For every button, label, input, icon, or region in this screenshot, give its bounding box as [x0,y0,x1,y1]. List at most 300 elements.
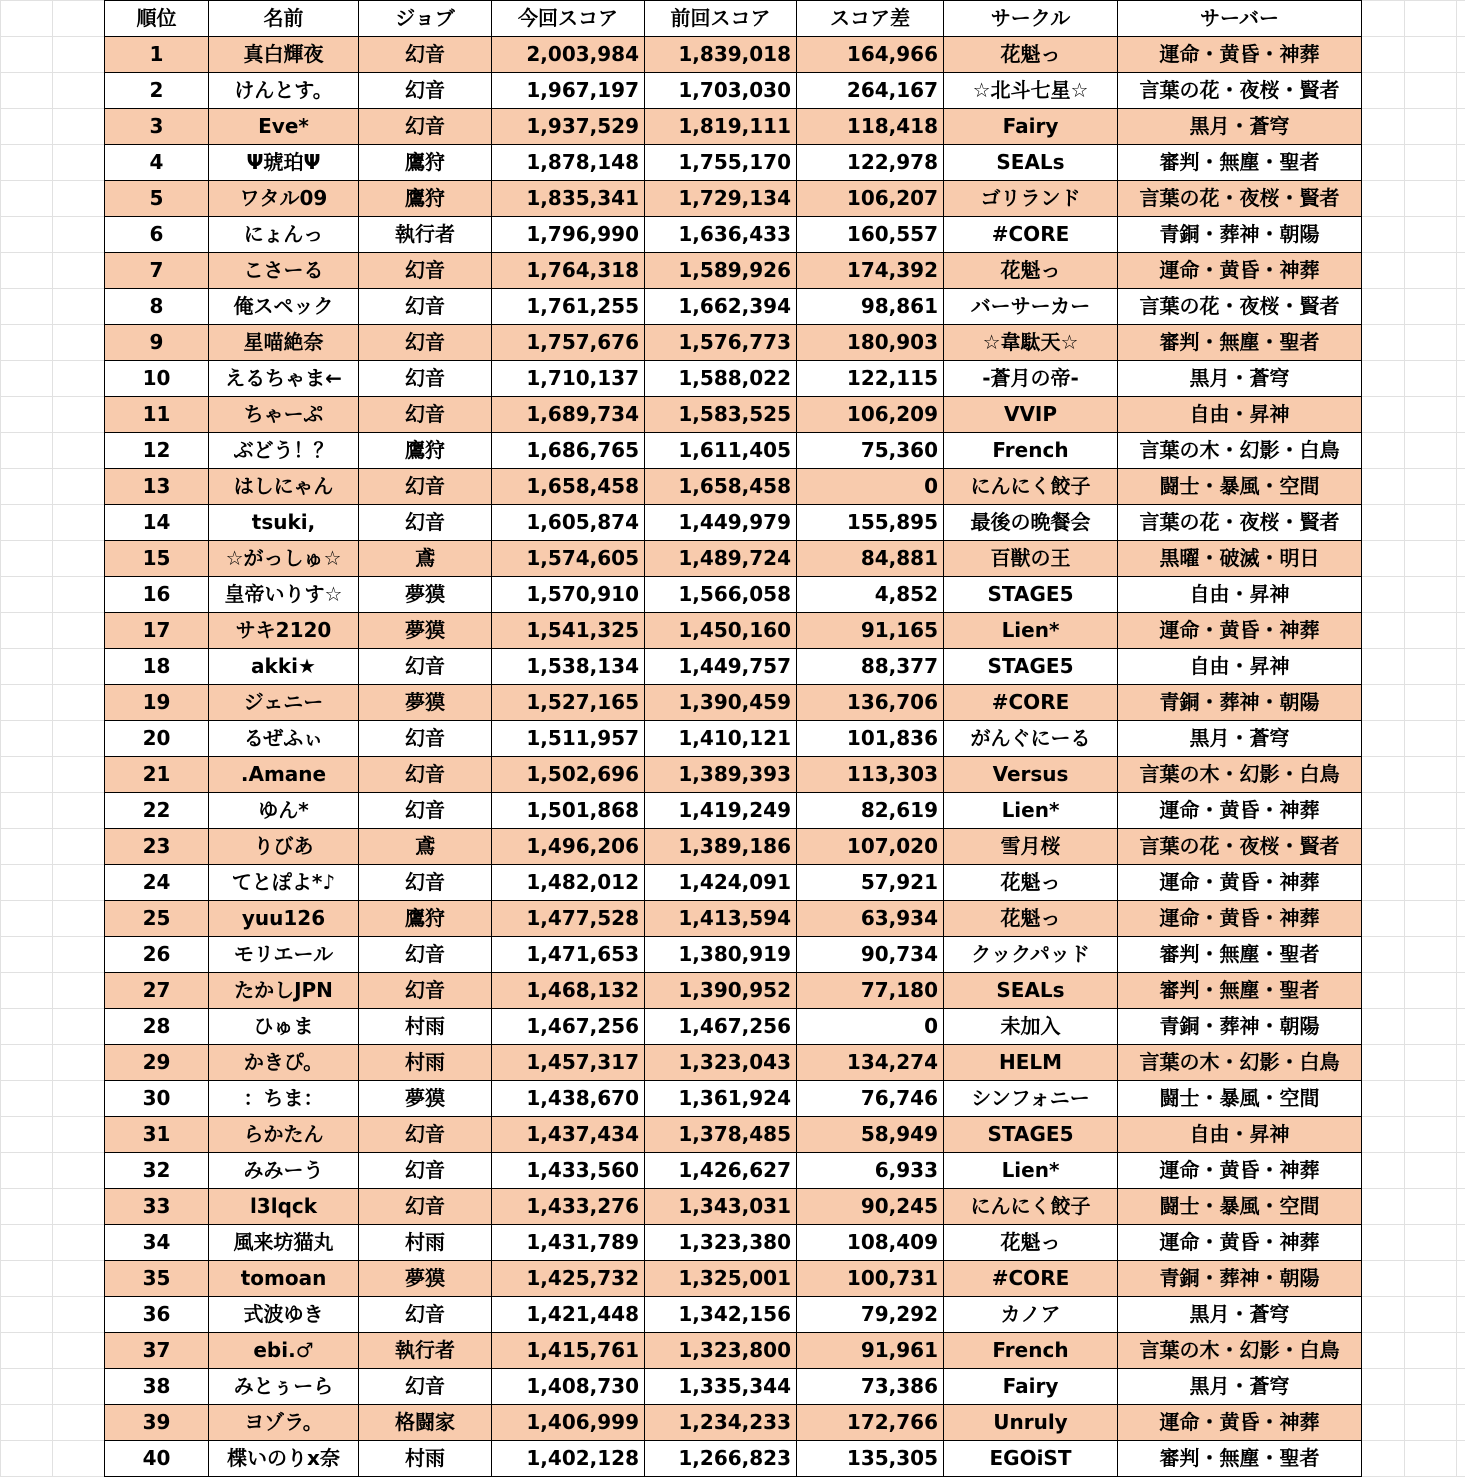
cell-current-score[interactable]: 1,689,734 [492,397,645,433]
cell-circle[interactable]: 花魁っ [944,901,1118,937]
cell-current-score[interactable]: 1,570,910 [492,577,645,613]
cell-rank[interactable]: 29 [105,1045,209,1081]
cell-server[interactable]: 言葉の木・幻影・白鳥 [1118,757,1362,793]
cell-score-diff[interactable]: 57,921 [797,865,944,901]
cell-previous-score[interactable]: 1,611,405 [645,433,797,469]
cell-job[interactable]: 幻音 [359,109,492,145]
cell-rank[interactable]: 12 [105,433,209,469]
cell-name[interactable]: はしにゃん [209,469,359,505]
cell-rank[interactable]: 28 [105,1009,209,1045]
cell-current-score[interactable]: 1,482,012 [492,865,645,901]
cell-previous-score[interactable]: 1,325,001 [645,1261,797,1297]
cell-rank[interactable]: 21 [105,757,209,793]
cell-server[interactable]: 言葉の花・夜桜・賢者 [1118,289,1362,325]
cell-name[interactable]: ヨゾラ。 [209,1405,359,1441]
cell-name[interactable]: Eve* [209,109,359,145]
cell-job[interactable]: 夢獏 [359,1261,492,1297]
cell-rank[interactable]: 34 [105,1225,209,1261]
cell-name[interactable]: ワタル09 [209,181,359,217]
cell-score-diff[interactable]: 79,292 [797,1297,944,1333]
cell-score-diff[interactable]: 4,852 [797,577,944,613]
cell-name[interactable]: ジェニー [209,685,359,721]
cell-server[interactable]: 自由・昇神 [1118,577,1362,613]
cell-name[interactable]: .Amane [209,757,359,793]
cell-score-diff[interactable]: 77,180 [797,973,944,1009]
cell-current-score[interactable]: 1,457,317 [492,1045,645,1081]
cell-circle[interactable]: Fairy [944,109,1118,145]
cell-previous-score[interactable]: 1,449,979 [645,505,797,541]
cell-circle[interactable]: STAGE5 [944,577,1118,613]
cell-rank[interactable]: 1 [105,37,209,73]
cell-server[interactable]: 運命・黄昏・神葬 [1118,793,1362,829]
cell-name[interactable]: yuu126 [209,901,359,937]
cell-job[interactable]: 鷹狩 [359,433,492,469]
cell-job[interactable]: 幻音 [359,73,492,109]
cell-circle[interactable]: French [944,1333,1118,1369]
cell-rank[interactable]: 9 [105,325,209,361]
cell-previous-score[interactable]: 1,588,022 [645,361,797,397]
cell-previous-score[interactable]: 1,566,058 [645,577,797,613]
cell-circle[interactable]: シンフォニー [944,1081,1118,1117]
cell-job[interactable]: 鷹狩 [359,181,492,217]
cell-previous-score[interactable]: 1,380,919 [645,937,797,973]
cell-circle[interactable]: がんぐにーる [944,721,1118,757]
cell-server[interactable]: 運命・黄昏・神葬 [1118,1405,1362,1441]
cell-name[interactable]: にょんっ [209,217,359,253]
cell-score-diff[interactable]: 75,360 [797,433,944,469]
cell-name[interactable]: サキ2120 [209,613,359,649]
cell-job[interactable]: 幻音 [359,649,492,685]
cell-current-score[interactable]: 1,757,676 [492,325,645,361]
cell-job[interactable]: 幻音 [359,937,492,973]
cell-score-diff[interactable]: 63,934 [797,901,944,937]
cell-job[interactable]: 鷹狩 [359,901,492,937]
cell-job[interactable]: 幻音 [359,361,492,397]
cell-name[interactable]: ebi.♂ [209,1333,359,1369]
cell-current-score[interactable]: 1,502,696 [492,757,645,793]
cell-previous-score[interactable]: 1,413,594 [645,901,797,937]
cell-rank[interactable]: 37 [105,1333,209,1369]
cell-rank[interactable]: 36 [105,1297,209,1333]
cell-previous-score[interactable]: 1,410,121 [645,721,797,757]
cell-job[interactable]: 村雨 [359,1441,492,1477]
cell-score-diff[interactable]: 0 [797,469,944,505]
cell-rank[interactable]: 4 [105,145,209,181]
cell-score-diff[interactable]: 101,836 [797,721,944,757]
cell-name[interactable]: けんとす。 [209,73,359,109]
cell-job[interactable]: 幻音 [359,865,492,901]
cell-server[interactable]: 運命・黄昏・神葬 [1118,865,1362,901]
cell-job[interactable]: 幻音 [359,1369,492,1405]
cell-name[interactable]: tomoan [209,1261,359,1297]
cell-server[interactable]: 審判・無塵・聖者 [1118,973,1362,1009]
cell-server[interactable]: 運命・黄昏・神葬 [1118,1153,1362,1189]
cell-name[interactable]: 真白輝夜 [209,37,359,73]
cell-name[interactable]: るぜふぃ [209,721,359,757]
cell-rank[interactable]: 33 [105,1189,209,1225]
header-job[interactable]: ジョブ [359,1,492,37]
cell-name[interactable]: ゆん* [209,793,359,829]
cell-circle[interactable]: バーサーカー [944,289,1118,325]
cell-circle[interactable]: Unruly [944,1405,1118,1441]
cell-score-diff[interactable]: 6,933 [797,1153,944,1189]
cell-score-diff[interactable]: 76,746 [797,1081,944,1117]
cell-current-score[interactable]: 1,433,560 [492,1153,645,1189]
cell-name[interactable]: ☆がっしゅ☆ [209,541,359,577]
cell-job[interactable]: 幻音 [359,469,492,505]
cell-job[interactable]: 幻音 [359,1189,492,1225]
cell-name[interactable]: みみーう [209,1153,359,1189]
header-previous-score[interactable]: 前回スコア [645,1,797,37]
cell-rank[interactable]: 35 [105,1261,209,1297]
cell-score-diff[interactable]: 106,209 [797,397,944,433]
cell-rank[interactable]: 30 [105,1081,209,1117]
header-name[interactable]: 名前 [209,1,359,37]
cell-previous-score[interactable]: 1,576,773 [645,325,797,361]
cell-rank[interactable]: 22 [105,793,209,829]
header-score-diff[interactable]: スコア差 [797,1,944,37]
cell-score-diff[interactable]: 164,966 [797,37,944,73]
cell-server[interactable]: 言葉の花・夜桜・賢者 [1118,829,1362,865]
cell-score-diff[interactable]: 172,766 [797,1405,944,1441]
cell-current-score[interactable]: 1,421,448 [492,1297,645,1333]
cell-previous-score[interactable]: 1,323,043 [645,1045,797,1081]
cell-previous-score[interactable]: 1,450,160 [645,613,797,649]
cell-previous-score[interactable]: 1,424,091 [645,865,797,901]
cell-circle[interactable]: 雪月桜 [944,829,1118,865]
cell-name[interactable]: らかたん [209,1117,359,1153]
cell-name[interactable]: かきぴ。 [209,1045,359,1081]
cell-current-score[interactable]: 1,538,134 [492,649,645,685]
cell-circle[interactable]: #CORE [944,1261,1118,1297]
cell-rank[interactable]: 24 [105,865,209,901]
cell-job[interactable]: 幻音 [359,397,492,433]
cell-circle[interactable]: 最後の晩餐会 [944,505,1118,541]
cell-score-diff[interactable]: 91,165 [797,613,944,649]
cell-previous-score[interactable]: 1,343,031 [645,1189,797,1225]
cell-previous-score[interactable]: 1,390,952 [645,973,797,1009]
header-rank[interactable]: 順位 [105,1,209,37]
cell-name[interactable]: えるちゃま← [209,361,359,397]
cell-current-score[interactable]: 1,937,529 [492,109,645,145]
cell-circle[interactable]: VVIP [944,397,1118,433]
cell-circle[interactable]: ゴリランド [944,181,1118,217]
cell-job[interactable]: 幻音 [359,1117,492,1153]
cell-current-score[interactable]: 1,431,789 [492,1225,645,1261]
cell-score-diff[interactable]: 58,949 [797,1117,944,1153]
cell-server[interactable]: 審判・無塵・聖者 [1118,145,1362,181]
cell-rank[interactable]: 2 [105,73,209,109]
cell-rank[interactable]: 23 [105,829,209,865]
cell-previous-score[interactable]: 1,589,926 [645,253,797,289]
cell-previous-score[interactable]: 1,636,433 [645,217,797,253]
cell-job[interactable]: 夢獏 [359,1081,492,1117]
cell-server[interactable]: 青銅・葬神・朝陽 [1118,1009,1362,1045]
cell-circle[interactable]: にんにく餃子 [944,469,1118,505]
cell-score-diff[interactable]: 160,557 [797,217,944,253]
cell-server[interactable]: 自由・昇神 [1118,397,1362,433]
cell-previous-score[interactable]: 1,662,394 [645,289,797,325]
cell-name[interactable]: tsuki, [209,505,359,541]
cell-job[interactable]: 幻音 [359,1153,492,1189]
cell-previous-score[interactable]: 1,658,458 [645,469,797,505]
cell-job[interactable]: 幻音 [359,973,492,1009]
cell-score-diff[interactable]: 0 [797,1009,944,1045]
cell-job[interactable]: 幻音 [359,289,492,325]
cell-current-score[interactable]: 1,835,341 [492,181,645,217]
cell-rank[interactable]: 32 [105,1153,209,1189]
cell-server[interactable]: 言葉の花・夜桜・賢者 [1118,73,1362,109]
cell-server[interactable]: 黒月・蒼穹 [1118,1369,1362,1405]
cell-server[interactable]: 言葉の木・幻影・白鳥 [1118,433,1362,469]
cell-previous-score[interactable]: 1,323,380 [645,1225,797,1261]
cell-rank[interactable]: 3 [105,109,209,145]
cell-server[interactable]: 言葉の木・幻影・白鳥 [1118,1045,1362,1081]
cell-server[interactable]: 言葉の木・幻影・白鳥 [1118,1333,1362,1369]
cell-circle[interactable]: 花魁っ [944,865,1118,901]
cell-circle[interactable]: ☆韋駄天☆ [944,325,1118,361]
cell-server[interactable]: 運命・黄昏・神葬 [1118,37,1362,73]
cell-previous-score[interactable]: 1,819,111 [645,109,797,145]
cell-previous-score[interactable]: 1,729,134 [645,181,797,217]
cell-current-score[interactable]: 1,468,132 [492,973,645,1009]
cell-score-diff[interactable]: 122,978 [797,145,944,181]
cell-current-score[interactable]: 1,477,528 [492,901,645,937]
cell-rank[interactable]: 5 [105,181,209,217]
cell-score-diff[interactable]: 264,167 [797,73,944,109]
cell-score-diff[interactable]: 84,881 [797,541,944,577]
cell-server[interactable]: 闘士・暴風・空間 [1118,469,1362,505]
cell-name[interactable]: こさーる [209,253,359,289]
cell-job[interactable]: 格闘家 [359,1405,492,1441]
cell-previous-score[interactable]: 1,378,485 [645,1117,797,1153]
cell-previous-score[interactable]: 1,419,249 [645,793,797,829]
cell-rank[interactable]: 14 [105,505,209,541]
cell-rank[interactable]: 13 [105,469,209,505]
cell-server[interactable]: 運命・黄昏・神葬 [1118,613,1362,649]
cell-server[interactable]: 黒月・蒼穹 [1118,1297,1362,1333]
cell-rank[interactable]: 16 [105,577,209,613]
cell-score-diff[interactable]: 100,731 [797,1261,944,1297]
cell-circle[interactable]: Lien* [944,1153,1118,1189]
cell-score-diff[interactable]: 88,377 [797,649,944,685]
cell-score-diff[interactable]: 122,115 [797,361,944,397]
cell-current-score[interactable]: 1,425,732 [492,1261,645,1297]
cell-circle[interactable]: Lien* [944,793,1118,829]
cell-server[interactable]: 黒月・蒼穹 [1118,721,1362,757]
cell-circle[interactable]: SEALs [944,973,1118,1009]
cell-circle[interactable]: Versus [944,757,1118,793]
cell-name[interactable]: みとぅーら [209,1369,359,1405]
cell-score-diff[interactable]: 108,409 [797,1225,944,1261]
cell-current-score[interactable]: 1,764,318 [492,253,645,289]
cell-name[interactable]: 俺スペック [209,289,359,325]
cell-job[interactable]: 鷹狩 [359,145,492,181]
cell-name[interactable]: Ψ琥珀Ψ [209,145,359,181]
cell-name[interactable]: たかしJPN [209,973,359,1009]
cell-server[interactable]: 運命・黄昏・神葬 [1118,253,1362,289]
cell-circle[interactable]: French [944,433,1118,469]
cell-score-diff[interactable]: 118,418 [797,109,944,145]
cell-current-score[interactable]: 1,541,325 [492,613,645,649]
cell-server[interactable]: 自由・昇神 [1118,1117,1362,1153]
cell-circle[interactable]: 花魁っ [944,37,1118,73]
cell-name[interactable]: ぶどう！？ [209,433,359,469]
cell-rank[interactable]: 10 [105,361,209,397]
cell-rank[interactable]: 40 [105,1441,209,1477]
cell-current-score[interactable]: 1,415,761 [492,1333,645,1369]
cell-name[interactable]: 風来坊猫丸 [209,1225,359,1261]
cell-circle[interactable]: EGOiST [944,1441,1118,1477]
cell-current-score[interactable]: 1,658,458 [492,469,645,505]
cell-rank[interactable]: 38 [105,1369,209,1405]
cell-name[interactable]: 星喵絶奈 [209,325,359,361]
cell-score-diff[interactable]: 90,734 [797,937,944,973]
cell-current-score[interactable]: 1,433,276 [492,1189,645,1225]
cell-previous-score[interactable]: 1,467,256 [645,1009,797,1045]
cell-name[interactable]: ：ちま： [209,1081,359,1117]
cell-previous-score[interactable]: 1,390,459 [645,685,797,721]
cell-current-score[interactable]: 1,527,165 [492,685,645,721]
cell-job[interactable]: 幻音 [359,793,492,829]
cell-score-diff[interactable]: 155,895 [797,505,944,541]
cell-rank[interactable]: 11 [105,397,209,433]
cell-server[interactable]: 審判・無塵・聖者 [1118,1441,1362,1477]
cell-score-diff[interactable]: 136,706 [797,685,944,721]
cell-previous-score[interactable]: 1,489,724 [645,541,797,577]
cell-score-diff[interactable]: 91,961 [797,1333,944,1369]
cell-score-diff[interactable]: 174,392 [797,253,944,289]
cell-job[interactable]: 鳶 [359,541,492,577]
cell-circle[interactable]: -蒼月の帝- [944,361,1118,397]
cell-job[interactable]: 執行者 [359,1333,492,1369]
cell-server[interactable]: 審判・無塵・聖者 [1118,325,1362,361]
cell-rank[interactable]: 17 [105,613,209,649]
cell-server[interactable]: 言葉の花・夜桜・賢者 [1118,181,1362,217]
cell-server[interactable]: 運命・黄昏・神葬 [1118,901,1362,937]
header-server[interactable]: サーバー [1118,1,1362,37]
cell-rank[interactable]: 39 [105,1405,209,1441]
cell-circle[interactable]: SEALs [944,145,1118,181]
cell-circle[interactable]: 花魁っ [944,1225,1118,1261]
cell-name[interactable]: ちゃーぷ [209,397,359,433]
cell-circle[interactable]: 百獣の王 [944,541,1118,577]
cell-rank[interactable]: 7 [105,253,209,289]
cell-job[interactable]: 幻音 [359,37,492,73]
cell-previous-score[interactable]: 1,755,170 [645,145,797,181]
cell-previous-score[interactable]: 1,449,757 [645,649,797,685]
cell-job[interactable]: 村雨 [359,1009,492,1045]
cell-job[interactable]: 村雨 [359,1225,492,1261]
cell-current-score[interactable]: 2,003,984 [492,37,645,73]
cell-current-score[interactable]: 1,402,128 [492,1441,645,1477]
cell-job[interactable]: 村雨 [359,1045,492,1081]
cell-circle[interactable]: Lien* [944,613,1118,649]
cell-previous-score[interactable]: 1,234,233 [645,1405,797,1441]
cell-previous-score[interactable]: 1,839,018 [645,37,797,73]
cell-previous-score[interactable]: 1,335,344 [645,1369,797,1405]
cell-previous-score[interactable]: 1,361,924 [645,1081,797,1117]
cell-circle[interactable]: #CORE [944,685,1118,721]
cell-score-diff[interactable]: 98,861 [797,289,944,325]
cell-name[interactable]: りびあ [209,829,359,865]
cell-circle[interactable]: にんにく餃子 [944,1189,1118,1225]
cell-previous-score[interactable]: 1,266,823 [645,1441,797,1477]
cell-rank[interactable]: 6 [105,217,209,253]
cell-server[interactable]: 運命・黄昏・神葬 [1118,1225,1362,1261]
cell-job[interactable]: 夢獏 [359,613,492,649]
cell-rank[interactable]: 25 [105,901,209,937]
cell-circle[interactable]: #CORE [944,217,1118,253]
cell-current-score[interactable]: 1,496,206 [492,829,645,865]
cell-current-score[interactable]: 1,878,148 [492,145,645,181]
cell-rank[interactable]: 27 [105,973,209,1009]
cell-circle[interactable]: ☆北斗七星☆ [944,73,1118,109]
cell-current-score[interactable]: 1,574,605 [492,541,645,577]
cell-circle[interactable]: カノア [944,1297,1118,1333]
cell-rank[interactable]: 18 [105,649,209,685]
cell-job[interactable]: 幻音 [359,757,492,793]
cell-server[interactable]: 黒月・蒼穹 [1118,361,1362,397]
cell-name[interactable]: 皇帝いりす☆ [209,577,359,613]
cell-job[interactable]: 鳶 [359,829,492,865]
cell-rank[interactable]: 20 [105,721,209,757]
header-circle[interactable]: サークル [944,1,1118,37]
cell-server[interactable]: 青銅・葬神・朝陽 [1118,1261,1362,1297]
cell-name[interactable]: てとぽよ*♪ [209,865,359,901]
cell-score-diff[interactable]: 73,386 [797,1369,944,1405]
cell-server[interactable]: 自由・昇神 [1118,649,1362,685]
cell-score-diff[interactable]: 135,305 [797,1441,944,1477]
cell-name[interactable]: ひゅま [209,1009,359,1045]
cell-server[interactable]: 闘士・暴風・空間 [1118,1189,1362,1225]
cell-server[interactable]: 審判・無塵・聖者 [1118,937,1362,973]
cell-circle[interactable]: 花魁っ [944,253,1118,289]
cell-job[interactable]: 夢獏 [359,685,492,721]
cell-previous-score[interactable]: 1,389,393 [645,757,797,793]
cell-previous-score[interactable]: 1,426,627 [645,1153,797,1189]
cell-circle[interactable]: Fairy [944,1369,1118,1405]
cell-previous-score[interactable]: 1,389,186 [645,829,797,865]
cell-score-diff[interactable]: 82,619 [797,793,944,829]
cell-current-score[interactable]: 1,406,999 [492,1405,645,1441]
cell-rank[interactable]: 26 [105,937,209,973]
cell-current-score[interactable]: 1,710,137 [492,361,645,397]
cell-job[interactable]: 幻音 [359,721,492,757]
cell-score-diff[interactable]: 107,020 [797,829,944,865]
cell-current-score[interactable]: 1,686,765 [492,433,645,469]
cell-current-score[interactable]: 1,761,255 [492,289,645,325]
cell-score-diff[interactable]: 106,207 [797,181,944,217]
cell-job[interactable]: 幻音 [359,253,492,289]
cell-current-score[interactable]: 1,467,256 [492,1009,645,1045]
cell-name[interactable]: 式波ゆき [209,1297,359,1333]
cell-score-diff[interactable]: 180,903 [797,325,944,361]
cell-previous-score[interactable]: 1,342,156 [645,1297,797,1333]
cell-current-score[interactable]: 1,438,670 [492,1081,645,1117]
cell-rank[interactable]: 8 [105,289,209,325]
cell-previous-score[interactable]: 1,583,525 [645,397,797,433]
cell-rank[interactable]: 31 [105,1117,209,1153]
cell-score-diff[interactable]: 134,274 [797,1045,944,1081]
cell-current-score[interactable]: 1,501,868 [492,793,645,829]
cell-server[interactable]: 青銅・葬神・朝陽 [1118,685,1362,721]
header-current-score[interactable]: 今回スコア [492,1,645,37]
cell-circle[interactable]: HELM [944,1045,1118,1081]
cell-previous-score[interactable]: 1,323,800 [645,1333,797,1369]
cell-previous-score[interactable]: 1,703,030 [645,73,797,109]
cell-circle[interactable]: STAGE5 [944,649,1118,685]
